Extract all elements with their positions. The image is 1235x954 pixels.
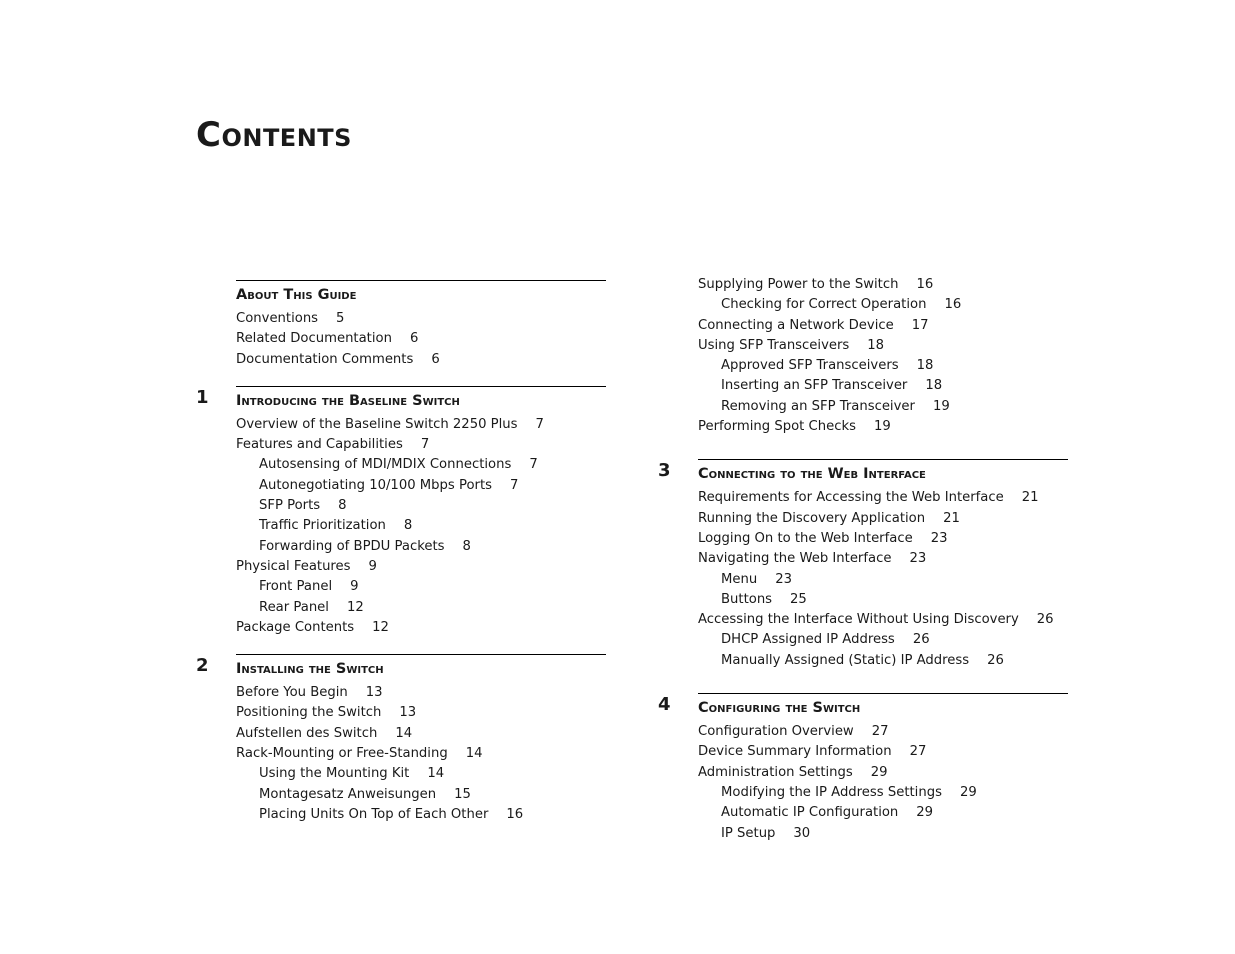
- toc-entry-page: 12: [372, 619, 389, 635]
- toc-entry[interactable]: [698, 651, 1068, 671]
- toc-entry-text: Manually Assigned (Static) IP Address: [721, 652, 970, 668]
- toc-entry-text: Automatic IP Configuration: [721, 805, 899, 821]
- toc-entry-text: Approved SFP Transceivers: [721, 358, 899, 374]
- toc-entry[interactable]: [698, 824, 1068, 844]
- toc-entry[interactable]: [236, 476, 606, 496]
- toc-entry-page: 8: [338, 498, 347, 514]
- toc-entry-text: Using SFP Transceivers: [698, 337, 850, 353]
- toc-entry-page: 25: [790, 591, 807, 607]
- toc-entry-text: Front Panel: [259, 579, 333, 595]
- toc-entry-text: Using the Mounting Kit: [259, 766, 410, 782]
- toc-entry-text: Configuration Overview: [698, 724, 854, 740]
- toc-entry[interactable]: [698, 590, 1068, 610]
- toc-entry[interactable]: [236, 805, 606, 825]
- toc-entry[interactable]: [698, 742, 1068, 762]
- toc-entry[interactable]: [236, 683, 606, 703]
- toc-section: [196, 386, 606, 638]
- toc-entry-page: 7: [509, 477, 519, 493]
- toc-entry-text: Inserting an SFP Transceiver: [721, 378, 908, 394]
- toc-section: [658, 459, 1068, 671]
- toc-entry[interactable]: [698, 570, 1068, 590]
- toc-entry-page: 14: [395, 725, 413, 741]
- toc-entry-text: Aufstellen des Switch: [236, 725, 378, 741]
- toc-entry-text: Logging On to the Web Interface: [698, 530, 913, 546]
- section-heading[interactable]: [658, 459, 1068, 483]
- toc-entry[interactable]: [236, 537, 606, 557]
- toc-entry-text: Administration Settings: [698, 764, 853, 780]
- toc-entry[interactable]: [698, 295, 1068, 315]
- section-title: About This Guide: [236, 287, 357, 303]
- toc-entry-page: 8: [462, 538, 471, 554]
- toc-entry[interactable]: [236, 516, 606, 536]
- toc-entry-text: Connecting a Network Device: [698, 317, 894, 333]
- toc-entry[interactable]: [698, 722, 1068, 742]
- toc-entry-page: 21: [943, 510, 960, 526]
- chapter-number: 3: [658, 460, 671, 482]
- toc-entry[interactable]: [236, 309, 606, 329]
- toc-entry[interactable]: [698, 488, 1068, 508]
- toc-entry-page: 26: [1036, 612, 1054, 628]
- toc-entry-text: Checking for Correct Operation: [721, 297, 927, 313]
- chapter-number: 1: [196, 386, 209, 408]
- toc-entry-text: Montagesatz Anweisungen: [259, 786, 437, 802]
- toc-entry-page: 23: [909, 551, 927, 567]
- section-heading[interactable]: [236, 280, 606, 303]
- toc-entry-page: 6: [431, 351, 440, 367]
- toc-entry-page: 14: [465, 746, 483, 762]
- toc-entry-text: Navigating the Web Interface: [698, 551, 892, 567]
- toc-entry-text: Related Documentation: [236, 331, 392, 347]
- toc-entry-page: 21: [1021, 490, 1039, 506]
- section-heading[interactable]: [658, 693, 1068, 717]
- toc-entry-page: 17: [911, 317, 929, 333]
- toc-continuation: [698, 275, 1068, 437]
- toc-entry-page: 7: [529, 457, 538, 473]
- toc-entry-text: Rack-Mounting or Free-Standing: [236, 746, 448, 762]
- toc-entry[interactable]: [698, 529, 1068, 549]
- toc-entry[interactable]: [236, 496, 606, 516]
- toc-entry[interactable]: [698, 336, 1068, 356]
- toc-entry[interactable]: [698, 610, 1068, 630]
- toc-entry-page: 12: [346, 599, 364, 615]
- section-heading[interactable]: [196, 654, 606, 678]
- toc-entry-text: Rear Panel: [259, 599, 329, 615]
- toc-entry[interactable]: [698, 509, 1068, 529]
- toc-entry-text: Modifying the IP Address Settings: [721, 784, 942, 800]
- toc-entry-text: Accessing the Interface Without Using Discovery: [698, 612, 1019, 628]
- toc-entry[interactable]: [236, 329, 606, 349]
- toc-entry-page: 13: [399, 705, 417, 721]
- toc-entry-page: 23: [775, 571, 792, 587]
- toc-entry-page: 29: [959, 784, 977, 800]
- toc-entry-text: Before You Begin: [236, 685, 348, 701]
- toc-entry[interactable]: [236, 435, 606, 455]
- toc-entry-page: 26: [912, 632, 930, 648]
- toc-entry-text: Placing Units On Top of Each Other: [259, 806, 489, 822]
- section-title: Connecting to the Web Interface: [698, 466, 926, 483]
- toc-entry-text: Package Contents: [236, 619, 355, 635]
- toc-entry[interactable]: [236, 598, 606, 618]
- toc-entry-page: 16: [916, 277, 934, 292]
- toc-entry-text: Autonegotiating 10/100 Mbps Ports: [259, 477, 492, 493]
- toc-entry[interactable]: [698, 316, 1068, 336]
- page-title: Contents: [196, 115, 352, 155]
- toc-section: [196, 654, 606, 825]
- toc-entry-text: Requirements for Accessing the Web Interface: [698, 490, 1004, 506]
- toc-entry-page: 29: [870, 764, 888, 780]
- toc-entry-text: Menu: [721, 571, 758, 587]
- toc-entry-text: Supplying Power to the Switch: [698, 277, 899, 292]
- toc-entry-text: Running the Discovery Application: [698, 510, 926, 526]
- toc-entry[interactable]: [698, 356, 1068, 376]
- chapter-number: 2: [196, 655, 209, 677]
- toc-entry-page: 27: [909, 744, 927, 760]
- toc-entry-page: 8: [403, 518, 413, 534]
- toc-entry[interactable]: [698, 803, 1068, 823]
- toc-entry-text: SFP Ports: [259, 498, 321, 514]
- toc-entry-text: Traffic Prioritization: [259, 518, 386, 534]
- section-title: Installing the Switch: [236, 661, 384, 678]
- toc-entry[interactable]: [236, 785, 606, 805]
- toc-entry-page: 18: [925, 378, 943, 394]
- toc-entry-page: 16: [944, 297, 962, 313]
- toc-entry-page: 16: [506, 806, 524, 822]
- toc-entry-text: Device Summary Information: [698, 744, 892, 760]
- toc-entry-text: IP Setup: [721, 825, 776, 841]
- toc-entry[interactable]: [236, 415, 606, 435]
- toc-entry-page: 18: [867, 337, 885, 353]
- toc-entry-text: Performing Spot Checks: [698, 419, 856, 435]
- toc-entry[interactable]: [698, 763, 1068, 783]
- toc-entry-text: Positioning the Switch: [236, 705, 382, 721]
- toc-entry-page: 30: [793, 825, 811, 841]
- toc-entry-text: Features and Capabilities: [236, 437, 403, 453]
- toc-entry-page: 23: [930, 530, 948, 546]
- toc-entry-text: Forwarding of BPDU Packets: [259, 538, 445, 554]
- toc-section: [658, 693, 1068, 844]
- toc-entry-page: 5: [336, 311, 345, 326]
- chapter-number: 4: [658, 694, 671, 716]
- toc-entry[interactable]: [236, 764, 606, 784]
- toc-entry[interactable]: [698, 783, 1068, 803]
- toc-entry-text: Conventions: [236, 311, 319, 326]
- toc-entry-page: 6: [409, 331, 419, 347]
- section-title: Introducing the Baseline Switch: [236, 392, 460, 409]
- toc-entry-page: 7: [420, 437, 430, 453]
- toc-entry-text: Removing an SFP Transceiver: [721, 398, 915, 414]
- toc-entry[interactable]: [698, 376, 1068, 396]
- toc-entry-page: 18: [916, 358, 934, 374]
- toc-right-column: [658, 275, 1068, 844]
- toc-entry-page: 19: [873, 419, 891, 435]
- toc-entry[interactable]: [236, 744, 606, 764]
- toc-entry-text: DHCP Assigned IP Address: [721, 632, 895, 648]
- toc-entry-page: 9: [350, 579, 359, 595]
- section-heading[interactable]: [196, 386, 606, 409]
- toc-entry-page: 13: [365, 685, 383, 701]
- toc-entry-page: 7: [535, 416, 544, 432]
- toc-left-column: [196, 280, 606, 825]
- toc-entry-text: Physical Features: [236, 558, 351, 574]
- toc-section: [196, 280, 606, 370]
- toc-entry-page: 29: [916, 805, 934, 821]
- toc-entry-text: Autosensing of MDI/MDIX Connections: [259, 457, 512, 473]
- toc-entry[interactable]: [236, 618, 606, 638]
- toc-entry-text: Documentation Comments: [236, 351, 414, 367]
- toc-entry-page: 26: [987, 652, 1004, 668]
- toc-entry-text: Overview of the Baseline Switch 2250 Plus: [236, 416, 518, 432]
- toc-entry-text: Buttons: [721, 591, 773, 607]
- toc-entry-page: 15: [454, 786, 471, 802]
- toc-entry[interactable]: [236, 724, 606, 744]
- toc-entry-page: 27: [871, 724, 889, 740]
- section-title: Configuring the Switch: [698, 700, 861, 717]
- toc-entry-page: 14: [427, 766, 445, 782]
- toc-entry[interactable]: [236, 577, 606, 597]
- toc-entry[interactable]: [698, 397, 1068, 417]
- toc-entry[interactable]: [236, 350, 606, 370]
- toc-entry[interactable]: [698, 417, 1068, 437]
- toc-entry[interactable]: [698, 275, 1068, 295]
- toc-entry[interactable]: [236, 703, 606, 723]
- toc-entry-page: 9: [368, 558, 377, 574]
- toc-entry[interactable]: [698, 549, 1068, 569]
- toc-entry[interactable]: [236, 455, 606, 475]
- toc-entry[interactable]: [698, 630, 1068, 650]
- toc-entry[interactable]: [236, 557, 606, 577]
- toc-entry-page: 19: [932, 398, 950, 414]
